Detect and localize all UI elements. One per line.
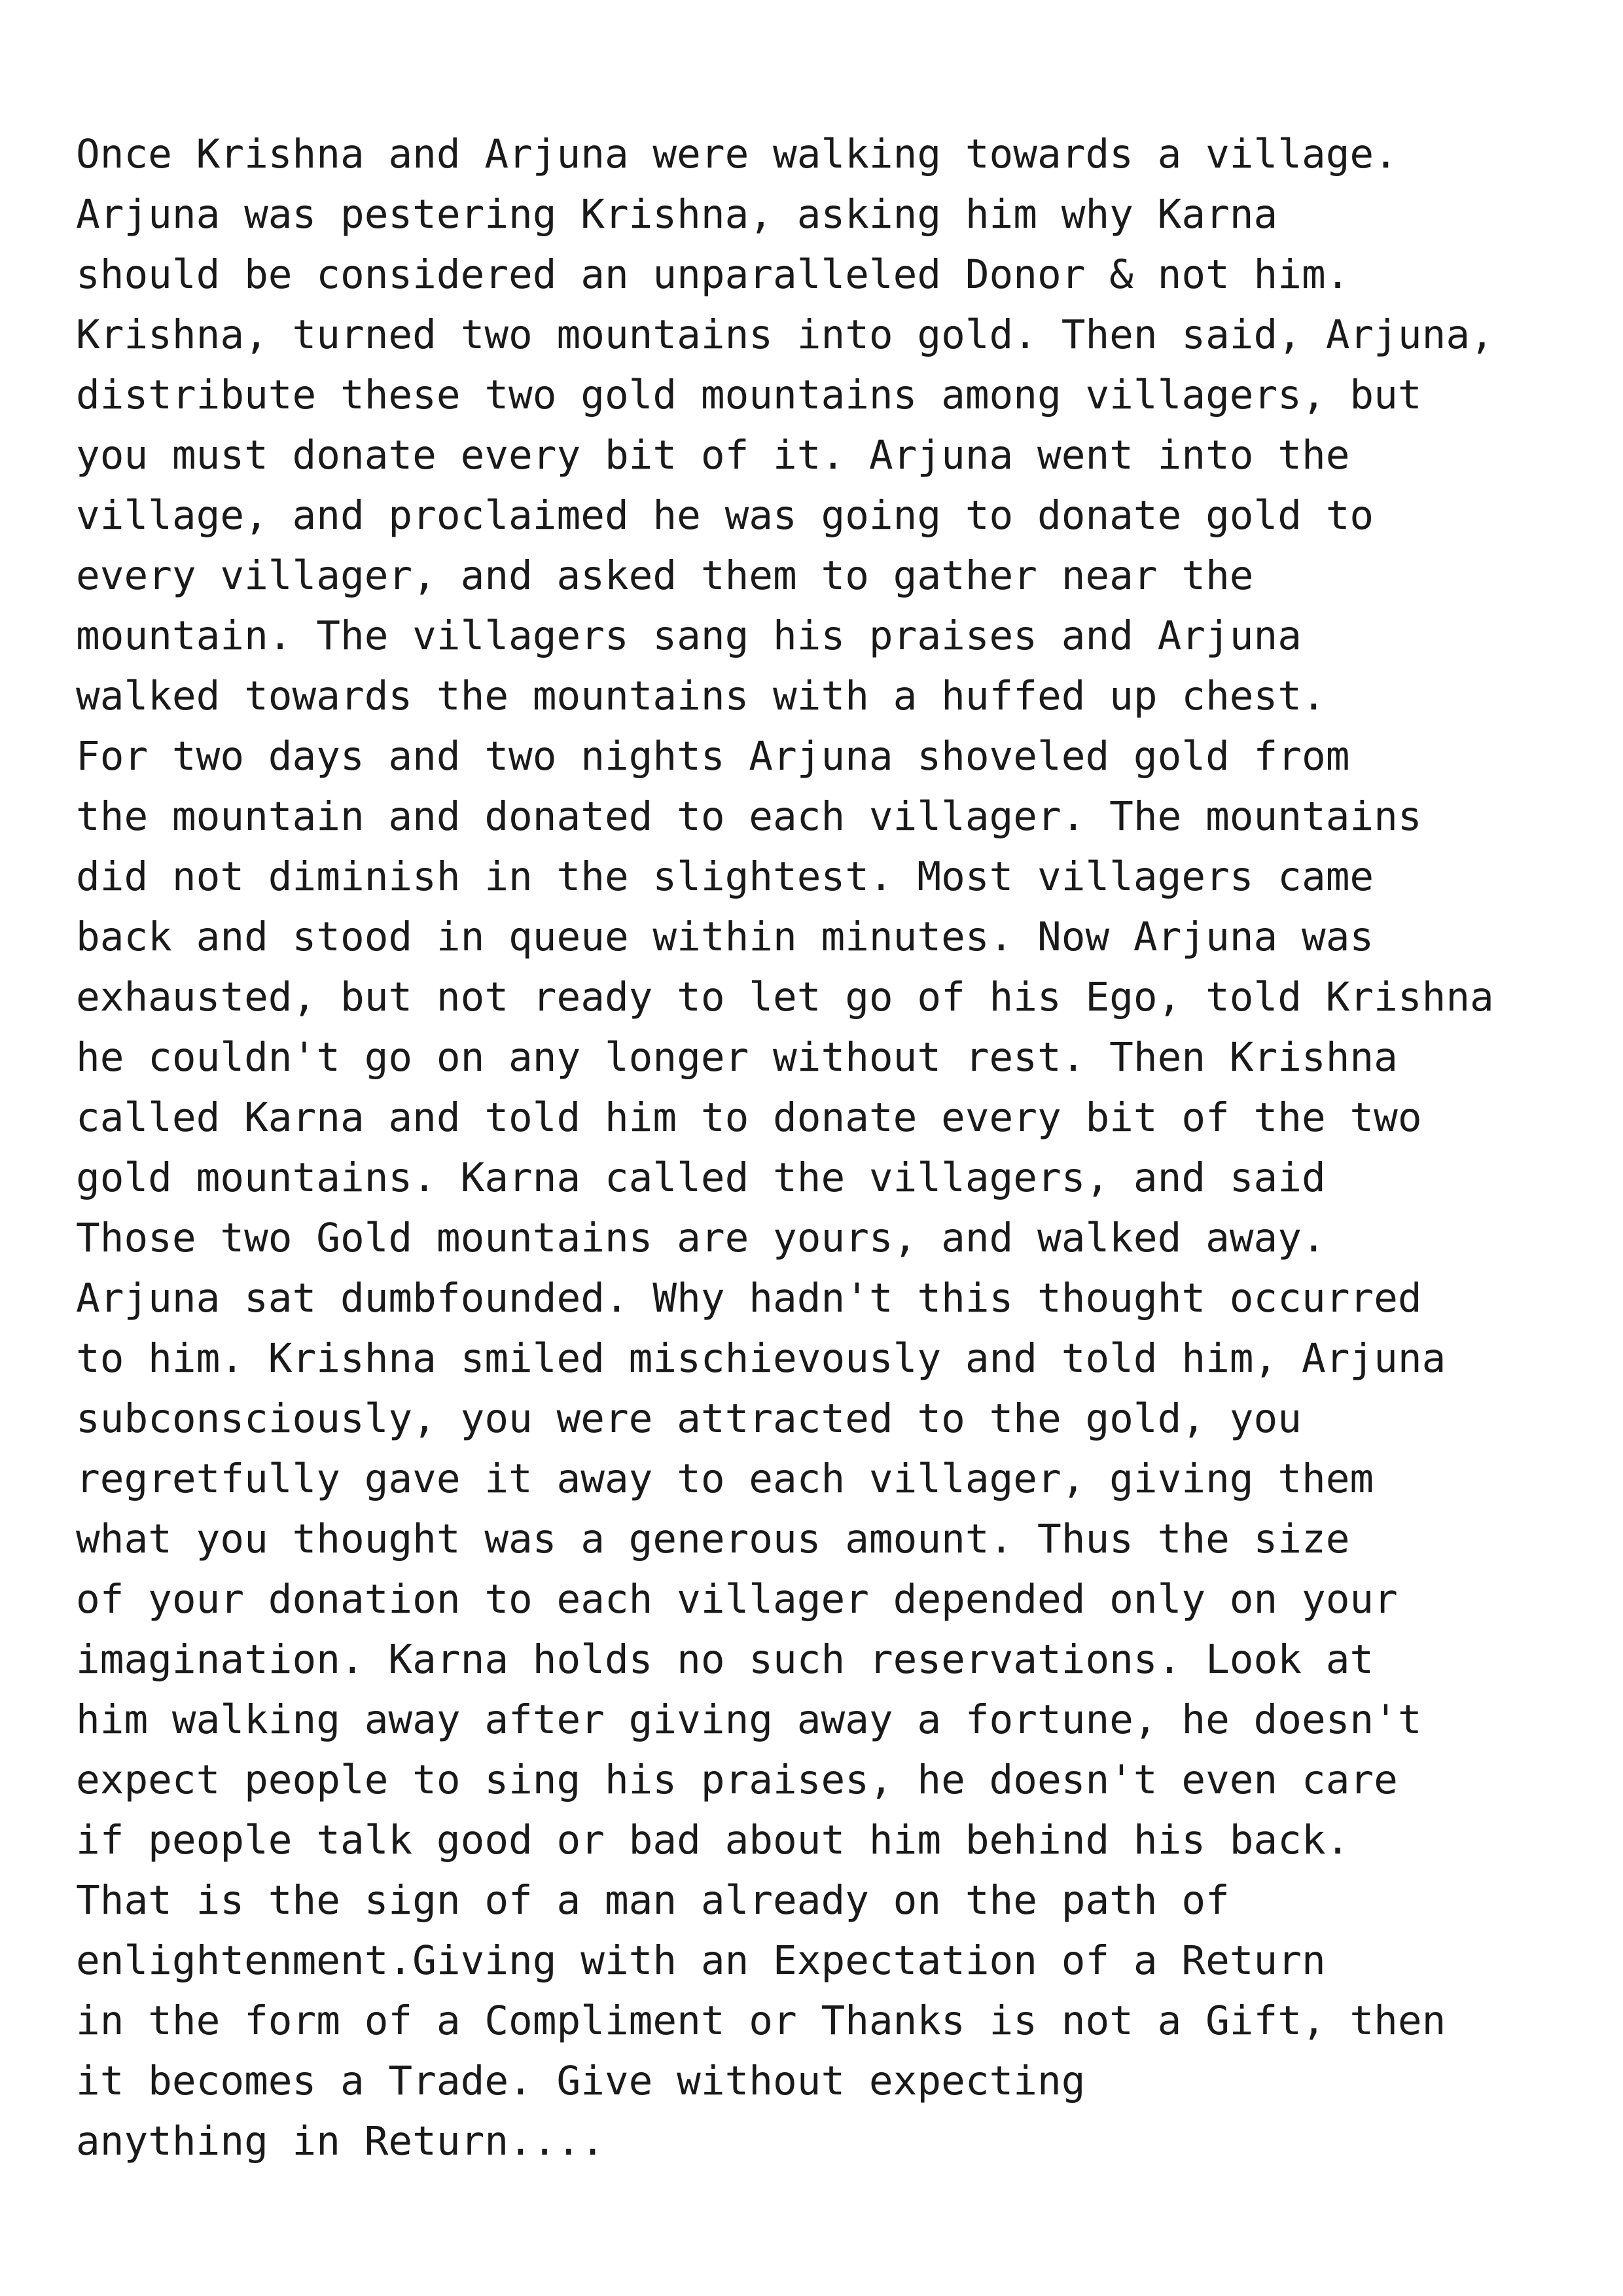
story-line: him walking away after giving away a fortune, he doesn't bbox=[76, 1696, 1422, 1743]
story-line: called Karna and told him to donate every bit of the two bbox=[76, 1094, 1422, 1141]
story-line: it becomes a Trade. Give without expecting bbox=[76, 2058, 1086, 2104]
story-line: did not diminish in the slightest. Most villagers came bbox=[76, 853, 1374, 900]
story-line: imagination. Karna holds no such reservations. Look at bbox=[76, 1636, 1374, 1683]
story-line: you must donate every bit of it. Arjuna went into the bbox=[76, 432, 1350, 478]
story-text-block bbox=[76, 124, 1601, 2172]
story-line: gold mountains. Karna called the villagers, and said bbox=[76, 1155, 1326, 1201]
story-line: what you thought was a generous amount. Thus the size bbox=[76, 1516, 1350, 1562]
story-line: village, and proclaimed he was going to donate gold to bbox=[76, 492, 1374, 539]
story-line: regretfully gave it away to each villager, giving them bbox=[76, 1456, 1374, 1502]
story-line: in the form of a Compliment or Thanks is not a Gift, then bbox=[76, 1998, 1446, 2044]
story-line: Arjuna was pestering Krishna, asking him why Karna bbox=[76, 191, 1278, 238]
story-line: anything in Return.... bbox=[76, 2118, 605, 2164]
story-line: That is the sign of a man already on the path of bbox=[76, 1877, 1230, 1924]
story-line: should be considered an unparalleled Donor & not him. bbox=[76, 251, 1350, 298]
story-line: mountain. The villagers sang his praises and Arjuna bbox=[76, 613, 1302, 659]
story-line: to him. Krishna smiled mischievously and told him, Arjuna bbox=[76, 1335, 1446, 1382]
story-line: enlightenment.Giving with an Expectation of a Return bbox=[76, 1937, 1326, 1984]
story-line: expect people to sing his praises, he doesn't even care bbox=[76, 1757, 1398, 1803]
story-line: every villager, and asked them to gather near the bbox=[76, 552, 1254, 599]
story-line: Once Krishna and Arjuna were walking towards a village. bbox=[76, 131, 1398, 177]
story-line: walked towards the mountains with a huffed up chest. bbox=[76, 673, 1326, 719]
story-line: Krishna, turned two mountains into gold. Then said, Arjuna, bbox=[76, 312, 1494, 358]
story-line: distribute these two gold mountains among villagers, but bbox=[76, 372, 1422, 418]
story-line: of your donation to each villager depended only on your bbox=[76, 1576, 1398, 1623]
story-line: back and stood in queue within minutes. Now Arjuna was bbox=[76, 914, 1374, 960]
story-line: the mountain and donated to each villager. The mountains bbox=[76, 793, 1422, 840]
story-line: he couldn't go on any longer without rest. Then Krishna bbox=[76, 1034, 1398, 1081]
story-line: For two days and two nights Arjuna shoveled gold from bbox=[76, 733, 1350, 780]
story-line: subconsciously, you were attracted to the gold, you bbox=[76, 1395, 1302, 1442]
story-line: if people talk good or bad about him behind his back. bbox=[76, 1817, 1350, 1863]
story-line: exhausted, but not ready to let go of his Ego, told Krishna bbox=[76, 974, 1494, 1020]
story-line: Arjuna sat dumbfounded. Why hadn't this thought occurred bbox=[76, 1275, 1422, 1321]
story-line: Those two Gold mountains are yours, and walked away. bbox=[76, 1215, 1326, 1261]
